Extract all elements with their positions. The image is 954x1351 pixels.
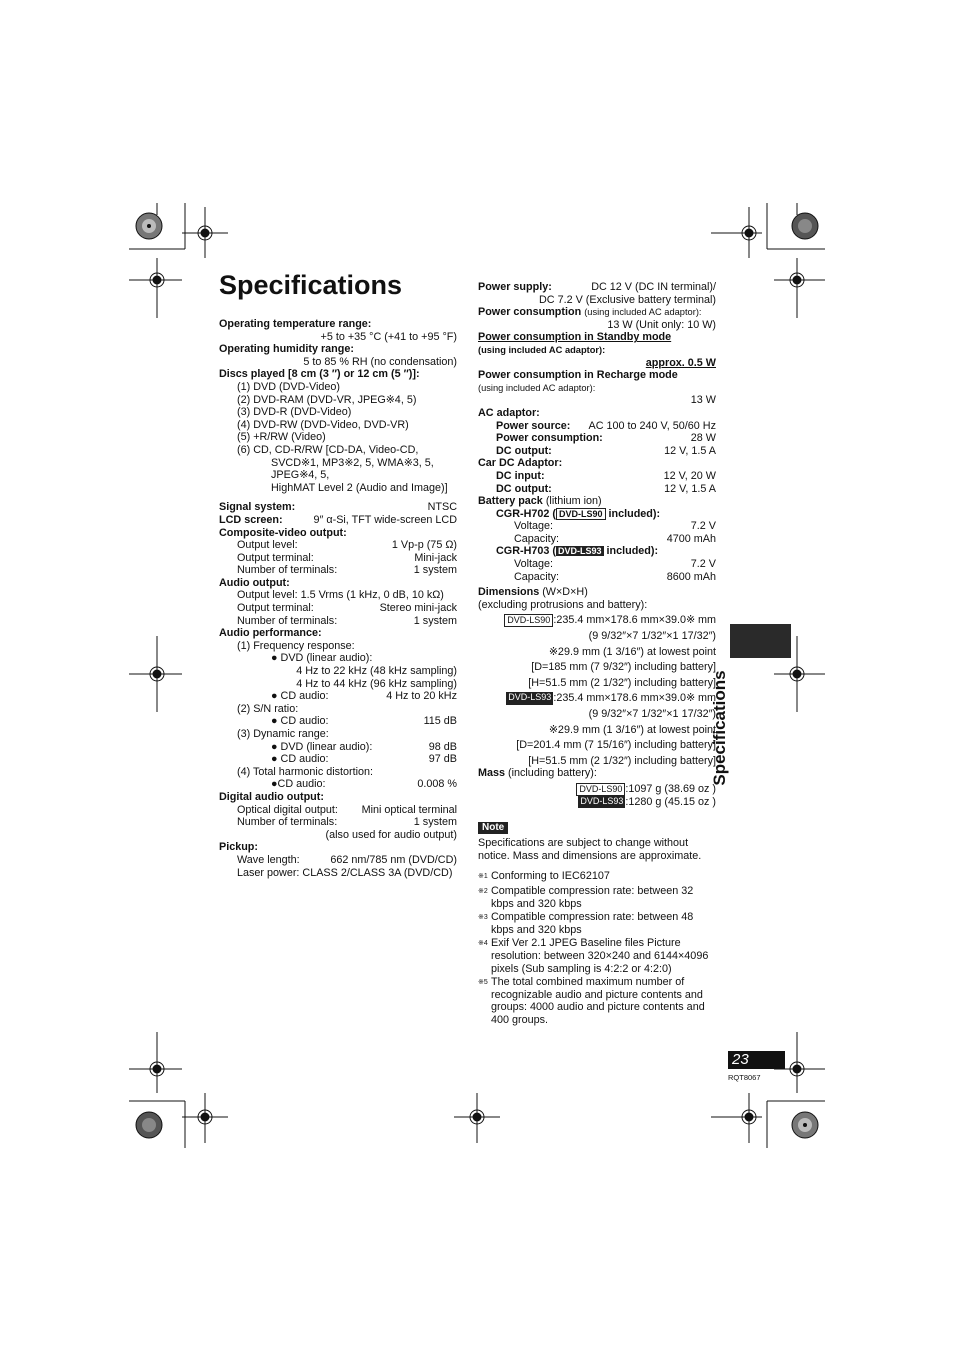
spec-note: (using included AC adaptor): [584,307,702,318]
spec-row [219,564,457,577]
spec-row [478,432,716,445]
spec-row [219,753,457,766]
spec-row [219,816,457,829]
spec-value-line: DC 7.2 V (Exclusive battery terminal) [538,293,716,306]
spec-value-line: approx. 0.5 W [645,356,716,369]
footnote-text: Exif Ver 2.1 JPEG Baseline files Picture resolution: between 320×240 and 6144×4096 pixels (Sub sampling is 4:2:2 or 4:2:0) [491,937,709,975]
spec-heading-battery [478,495,716,508]
spec-label: Capacity: [514,532,560,545]
spec-line: (1) DVD (DVD-Video) [237,380,340,393]
spec-label-recharge: Power consumption in Recharge mode [478,369,678,382]
spec-line: (2) S/N ratio: [237,702,299,715]
spec-value: 4700 mAh [666,532,716,545]
spec-row [478,533,716,546]
spec-line: HighMAT Level 2 (Audio and Image)] [271,481,448,494]
spec-line: (6) CD, CD-R/RW [CD-DA, Video-CD, [237,443,419,456]
mass-value: :1280 g (45.15 oz ) [625,795,716,808]
spec-label: Output terminal: [237,551,314,564]
page-title: Specifications [219,270,403,300]
dimension-line: (9 9/32″×7 1/32″×1 17/32″) [588,630,716,643]
dimension-line: [H=51.5 mm (2 1/32″) including battery] [528,676,716,689]
spec-heading-ac-adaptor: AC adaptor: [478,406,540,419]
spec-line: (2) DVD-RAM (DVD-VR, JPEG※4, 5) [237,393,417,406]
mass-ls90 [478,783,716,796]
spec-line: 4 Hz to 22 kHz (48 kHz sampling) [296,665,457,678]
spec-label: ● DVD (linear audio): [271,740,373,753]
spec-row [219,778,457,791]
spec-row [478,420,716,433]
spec-line: (3) DVD-R (DVD-Video) [237,406,352,419]
document-code: RQT8067 [728,1073,761,1082]
spec-heading: Composite-video output: [219,526,347,539]
footnote-mark: ※4 [478,940,488,948]
spec-row-power-consumption [478,306,716,319]
note-label: Note [478,822,508,834]
spec-heading: Audio performance: [219,627,322,640]
spec-label: Dimensions [478,586,540,599]
spec-value: 97 dB [428,753,457,766]
page-number: 23 [728,1051,785,1069]
spec-row [478,470,716,483]
spec-row [219,615,457,628]
spec-value: DC 12 V (DC IN terminal)/ [591,281,716,293]
left-spec-column [219,318,457,879]
spec-heading: Digital audio output: [219,790,324,803]
spec-line: Output level: 1.5 Vrms (1 kHz, 0 dB, 10 kΩ) [237,589,444,602]
dimension-ls90 [478,614,716,627]
spec-value: Mini-jack [414,551,457,564]
spec-note: (using included AC adaptor): [478,344,606,355]
spec-label: DC output: [496,444,552,457]
spec-label: Power consumption: [496,432,603,445]
spec-row [478,445,716,458]
battery-model-suffix: included): [605,507,661,520]
spec-label: Voltage: [514,520,554,533]
spec-label: DC input: [496,469,545,482]
spec-label: Mass [478,767,506,780]
spec-label: Voltage: [514,558,554,571]
spec-row [219,715,457,728]
spec-value-line: 13 W [690,394,716,407]
spec-line: 5 to 85 % RH (no condensation) [303,355,457,368]
spec-value: 98 dB [428,740,457,753]
spec-row [219,602,457,615]
footnote [478,911,716,936]
spec-row-power-supply [478,281,716,294]
model-badge-ls90: DVD-LS90 [504,614,553,627]
spec-value: 0.008 % [417,778,457,791]
model-badge-ls93: DVD-LS93 [506,692,553,705]
battery-model-cgr-h703 [478,545,716,558]
dimension-line: (9 9/32″×7 1/32″×1 17/32″) [588,708,716,720]
spec-line: (4) Total harmonic distortion: [237,765,374,778]
spec-value: 1 system [413,614,457,627]
spec-label: DC output: [496,482,552,495]
footnotes [478,870,716,1026]
spec-heading: Pickup: [219,841,258,854]
spec-value: 12 V, 20 W [663,469,716,482]
spec-row [219,854,457,867]
dimension-value: :235.4 mm×178.6 mm×39.0※ mm [553,614,716,627]
spec-label: ● CD audio: [271,753,329,766]
footnote [478,885,716,910]
spec-label-standby: Power consumption in Standby mode [478,331,672,344]
spec-label: Output level: [237,539,298,552]
footnote-text: The total combined maximum number of recognizable audio and picture contents and groups: 4000 audio and picture contents and 400 groups. [491,976,705,1026]
spec-note: (W×D×H) [542,586,588,599]
spec-heading-car-adaptor: Car DC Adaptor: [478,457,563,470]
spec-row [219,514,457,527]
footnote-mark: ※2 [478,887,488,895]
footnote-text: Compatible compression rate: between 48 kbps and 320 kbps [491,911,694,936]
spec-heading: Audio output: [219,576,290,589]
spec-line: (3) Dynamic range: [237,728,329,740]
spec-value: 1 system [413,564,457,577]
spec-label: Power supply: [478,281,552,293]
spec-value: 4 Hz to 20 kHz [386,690,457,703]
mass-ls93 [478,796,716,809]
spec-value: 9″ α-Si, TFT wide-screen LCD [313,513,457,526]
spec-line: (also used for audio output) [325,828,457,841]
spec-row [219,501,457,514]
model-badge-ls90: DVD-LS90 [576,783,625,796]
spec-label: Battery pack [478,495,543,508]
spec-row [478,571,716,584]
spec-label: Number of terminals: [237,614,338,627]
spec-heading-mass [478,767,716,780]
spec-line: (1) Frequency response: [237,639,355,652]
spec-value: Stereo mini-jack [379,602,457,615]
spec-line: ● DVD (linear audio): [271,652,373,665]
spec-row [478,558,716,571]
spec-note: (excluding protrusions and battery): [478,598,648,611]
spec-note: (using included AC adaptor): [478,382,596,393]
spec-row [219,741,457,754]
spec-line: 4 Hz to 44 kHz (96 kHz sampling) [296,677,457,690]
spec-label: Optical digital output: [237,803,338,816]
spec-value: AC 100 to 240 V, 50/60 Hz [588,419,716,432]
spec-note: (lithium ion) [545,495,602,508]
spec-row [219,552,457,565]
footnote [478,976,716,1026]
model-badge-ls93: DVD-LS93 [558,546,602,557]
footnote-text: Conforming to IEC62107 [491,870,610,883]
dimension-line: [H=51.5 mm (2 1/32″) including battery] [528,754,716,767]
spec-row [478,483,716,496]
section-side-tab: Specifications [710,670,729,786]
spec-label: Output terminal: [237,602,314,615]
spec-heading: Discs played [8 cm (3 ″) or 12 cm (5 ″)]: [219,368,420,381]
section-marker-block [730,624,791,658]
footnote-text: Compatible compression rate: between 32 kbps and 320 kbps [491,884,694,910]
spec-label: Capacity: [514,570,560,583]
spec-label: Signal system: [219,501,296,514]
footnote [478,937,716,975]
mass-value: :1097 g (38.69 oz ) [625,782,716,795]
battery-model-label: CGR-H703 ( [496,545,556,558]
spec-line: SVCD※1, MP3※2, 5, WMA※3, 5, JPEG※4, 5, [271,456,434,482]
spec-heading: Operating temperature range: [219,318,372,330]
spec-label: LCD screen: [219,513,283,526]
spec-heading: Operating humidity range: [219,343,354,356]
note-section [478,821,716,862]
spec-label: Number of terminals: [237,564,338,577]
model-badge-ls93: DVD-LS93 [578,796,625,809]
spec-label: Power source: [496,419,571,432]
spec-heading-dimensions [478,586,716,599]
spec-value: Mini optical terminal [361,803,457,816]
dimension-value: :235.4 mm×178.6 mm×39.0※ mm [553,692,716,705]
spec-line: +5 to +35 °C (+41 to +95 °F) [320,330,457,343]
spec-line: (4) DVD-RW (DVD-Video, DVD-VR) [237,418,409,431]
spec-value: 7.2 V [690,558,716,571]
spec-label: ●CD audio: [271,778,326,791]
spec-value: 28 W [690,432,716,445]
footnote [478,870,716,884]
spec-value: 1 Vp-p (75 Ω) [391,539,457,552]
battery-model-suffix: included): [603,545,659,558]
battery-model-cgr-h702 [478,508,716,521]
battery-model-label: CGR-H702 ( [496,507,556,520]
spec-label: ● CD audio: [271,690,329,703]
spec-value: 115 dB [423,715,457,728]
footnote-mark: ※1 [478,873,488,881]
right-spec-column [478,281,716,1027]
model-badge-ls90: DVD-LS90 [556,508,606,520]
spec-row [219,690,457,703]
spec-label: Wave length: [237,853,300,866]
spec-label: Number of terminals: [237,816,338,829]
dimension-line: ※29.9 mm (1 3/16″) at lowest point [548,645,716,658]
spacer [219,494,457,501]
dimension-line: [D=201.4 mm (7 15/16″) including battery] [516,739,716,752]
spec-row [478,520,716,533]
spec-value: 662 nm/785 nm (DVD/CD) [330,853,457,866]
spec-value: NTSC [427,501,457,514]
spec-note: (including battery): [508,767,597,780]
spec-value: 12 V, 1.5 A [664,444,716,457]
spec-row [219,804,457,817]
footnote-mark: ※5 [478,979,488,987]
dimension-ls93 [478,692,716,705]
footnote-mark: ※3 [478,914,488,922]
spec-line: Laser power: CLASS 2/CLASS 3A (DVD/CD) [237,866,453,879]
spec-value: 8600 mAh [666,570,716,583]
dimension-line: ※29.9 mm (1 3/16″) at lowest point [548,723,716,736]
spec-value: 12 V, 1.5 A [664,482,716,495]
spec-value: 7.2 V [690,520,716,533]
spec-row [219,539,457,552]
note-text: Specifications are subject to change without notice. Mass and dimensions are approximate. [478,837,702,862]
dimension-line: [D=185 mm (7 9/32″) including battery] [531,661,716,674]
spec-line: (5) +R/RW (Video) [237,431,326,444]
spec-label: Power consumption [478,306,582,319]
spec-value: 1 system [413,816,457,829]
spec-label: ● CD audio: [271,715,329,728]
spec-value-line: 13 W (Unit only: 10 W) [607,318,716,331]
